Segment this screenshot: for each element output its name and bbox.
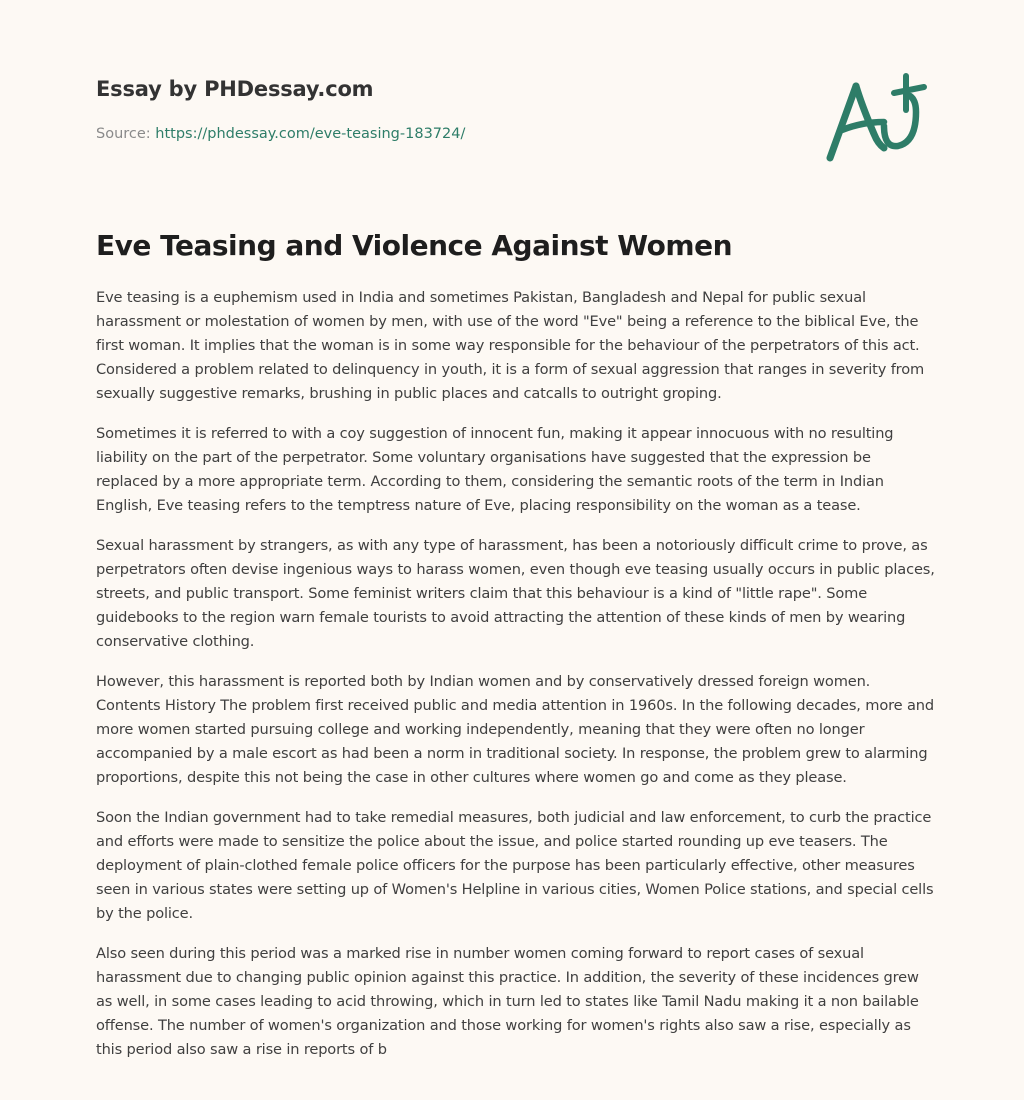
article-paragraph: Sometimes it is referred to with a coy suggestion of innocent fun, making it appear innocuous with no resulting liability on the part of the perpetrator. Some voluntary organisations have suggested that the expression be replaced by a more appropriate term. According to them, considering the semantic roots of the term in Indian English, Eve teasing refers to the temptress nature of Eve, placing responsibility on the woman as a tease. <box>96 425 894 514</box>
article-title: Eve Teasing and Violence Against Women <box>96 229 733 262</box>
essay-article <box>96 226 936 1078</box>
article-paragraph: However, this harassment is reported both by Indian women and by conservatively dressed foreign women. Contents History The problem first received public and media attention in 1960s. In the following decades, more and more women started pursuing college and working independently, meaning that they were often no longer accompanied by a male escort as had been a norm in traditional society. In response, the problem grew to alarming proportions, despite this not being the case in other cultures where women go and come as they please. <box>96 673 934 786</box>
article-paragraph: Eve teasing is a euphemism used in India and sometimes Pakistan, Bangladesh and Nepal for public sexual harassment or molestation of women by men, with use of the word "Eve" being a reference to the biblical Eve, the first woman. It implies that the woman is in some way responsible for the behaviour of the perpetrators of this act. Considered a problem related to delinquency in youth, it is a form of sexual aggression that ranges in severity from sexually suggestive remarks, brushing in public places and catcalls to outright groping. <box>96 289 925 402</box>
article-paragraph: Soon the Indian government had to take remedial measures, both judicial and law enforcement, to curb the practice and efforts were made to sensitize the police about the issue, and police started rounding up eve teasers. The deployment of plain-clothed female police officers for the purpose has been particularly effective, other measures seen in various states were setting up of Women's Helpline in various cities, Women Police stations, and special cells by the police. <box>96 809 934 922</box>
source-link[interactable]: https://phdessay.com/eve-teasing-183724/ <box>155 126 466 142</box>
a-plus-grade-icon <box>818 66 938 166</box>
page-header <box>96 74 796 144</box>
article-paragraph: Sexual harassment by strangers, as with any type of harassment, has been a notoriously difficult crime to prove, as perpetrators often devise ingenious ways to harass women, even though eve teasing usually occurs in public places, streets, and public transport. Some feminist writers claim that this behaviour is a kind of "little rape". Some guidebooks to the region warn female tourists to avoid attracting the attention of these kinds of men by wearing conservative clothing. <box>96 537 935 650</box>
source-label: Source: <box>96 126 156 142</box>
site-title: Essay by PHDessay.com <box>96 77 374 101</box>
article-paragraph: Also seen during this period was a marked rise in number women coming forward to report cases of sexual harassment due to changing public opinion against this practice. In addition, the severity of these incidences grew as well, in some cases leading to acid throwing, which in turn led to states like Tamil Nadu making it a non bailable offense. The number of women's organization and those working for women's rights also saw a rise, especially as this period also saw a rise in reports of b <box>96 945 919 1058</box>
source-line <box>96 124 796 144</box>
